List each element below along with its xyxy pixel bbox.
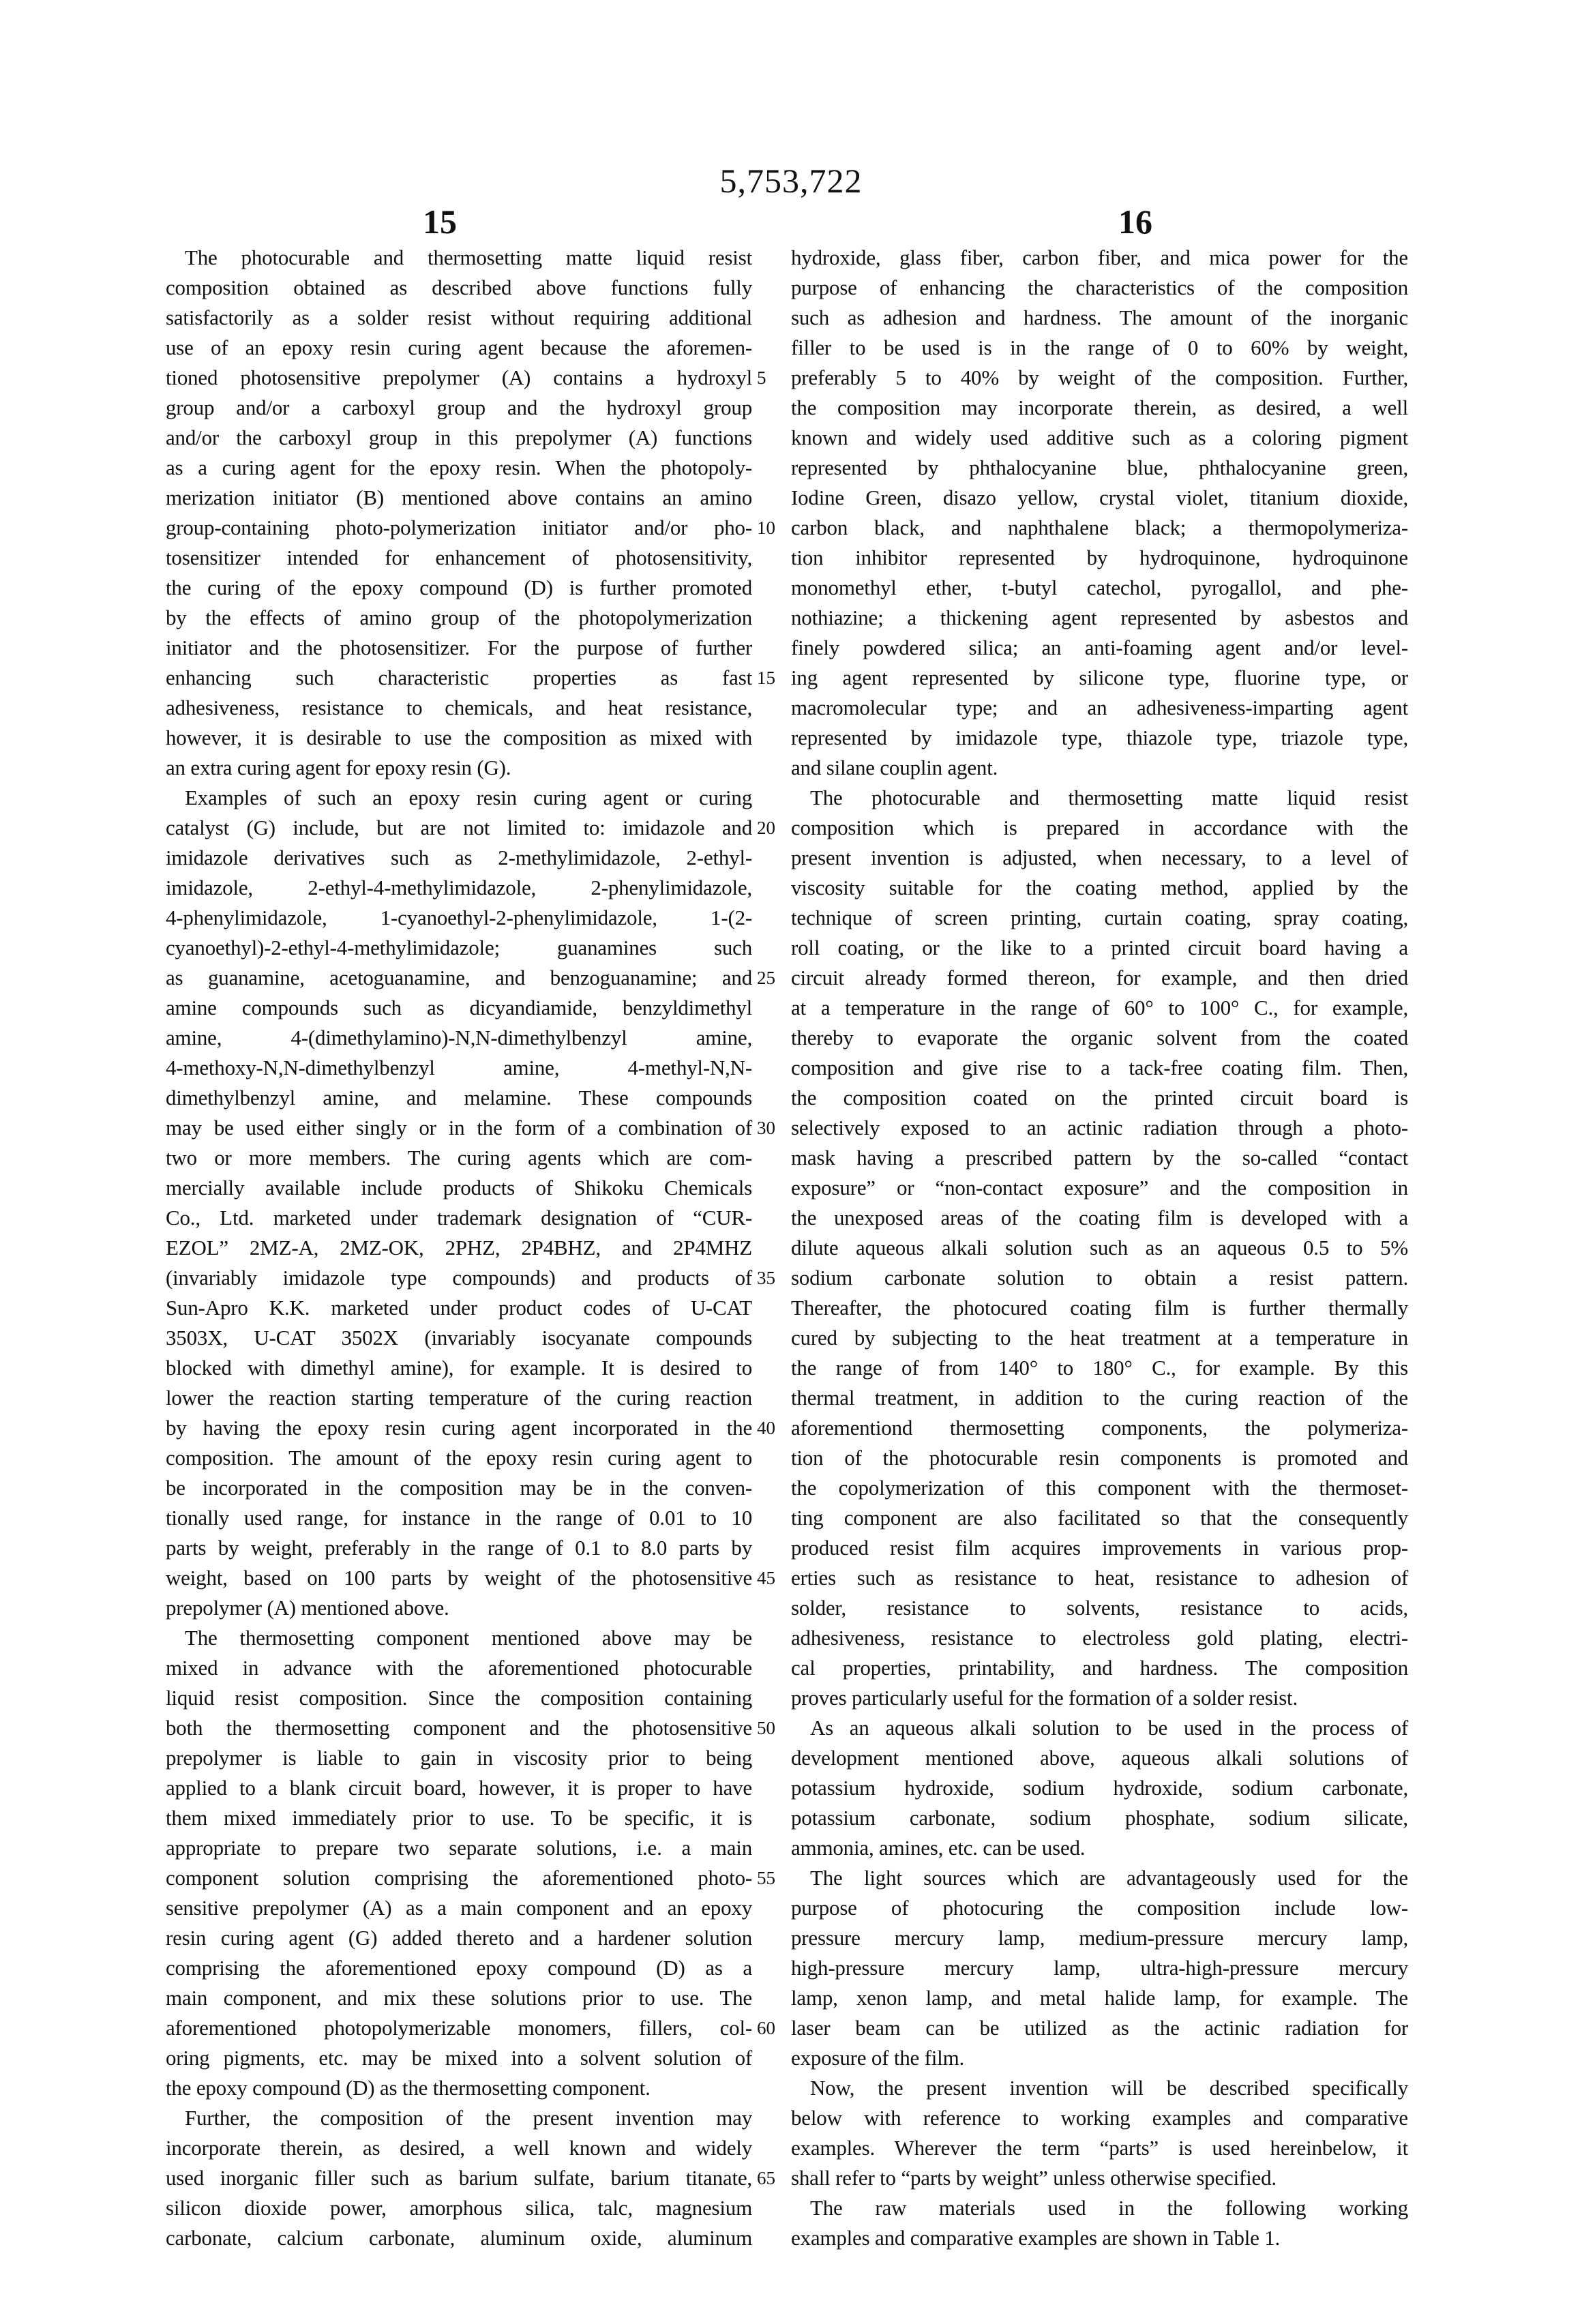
text-line: both the thermosetting component and the photosensitive bbox=[166, 1713, 752, 1743]
text-line: merization initiator (B) mentioned above contains an amino bbox=[166, 483, 752, 513]
text-line: blocked with dimethyl amine), for example. It is desired to bbox=[166, 1353, 752, 1383]
text-line: proves particularly useful for the formation of a solder resist. bbox=[791, 1683, 1408, 1713]
text-line: such as adhesion and hardness. The amount of the inorganic bbox=[791, 303, 1408, 333]
text-line: Further, the composition of the present invention may bbox=[166, 2103, 752, 2133]
text-line: and silane couplin agent. bbox=[791, 753, 1408, 783]
text-line: carbonate, calcium carbonate, aluminum oxide, aluminum bbox=[166, 2223, 752, 2253]
text-line: enhancing such characteristic properties as fast bbox=[166, 663, 752, 693]
text-line: tosensitizer intended for enhancement of photosensitivity, bbox=[166, 543, 752, 573]
text-line: hydroxide, glass fiber, carbon fiber, and mica power for the bbox=[791, 243, 1408, 273]
text-line: amine compounds such as dicyandiamide, benzyldimethyl bbox=[166, 993, 752, 1023]
text-line: finely powdered silica; an anti-foaming agent and/or level- bbox=[791, 633, 1408, 663]
text-line: mixed in advance with the aforementioned photocurable bbox=[166, 1653, 752, 1683]
paragraph bbox=[791, 2193, 1408, 2253]
text-line: tion inhibitor represented by hydroquinone, hydroquinone bbox=[791, 543, 1408, 573]
text-line: below with reference to working examples and comparative bbox=[791, 2103, 1408, 2133]
text-line: Iodine Green, disazo yellow, crystal violet, titanium dioxide, bbox=[791, 483, 1408, 513]
text-line: the epoxy compound (D) as the thermosetting component. bbox=[166, 2073, 752, 2103]
text-line: oring pigments, etc. may be mixed into a solvent solution of bbox=[166, 2043, 752, 2073]
text-line: exposure” or “non-contact exposure” and the composition in bbox=[791, 1173, 1408, 1203]
text-line: imidazole, 2-ethyl-4-methylimidazole, 2-phenylimidazole, bbox=[166, 873, 752, 903]
text-line: laser beam can be utilized as the actinic radiation for bbox=[791, 2013, 1408, 2043]
paragraph bbox=[166, 243, 752, 783]
text-line: shall refer to “parts by weight” unless otherwise specified. bbox=[791, 2163, 1408, 2193]
text-line: lamp, xenon lamp, and metal halide lamp, for example. The bbox=[791, 1983, 1408, 2013]
text-line: composition which is prepared in accordance with the bbox=[791, 813, 1408, 843]
text-line: nothiazine; a thickening agent represented by asbestos and bbox=[791, 603, 1408, 633]
paragraph bbox=[166, 2103, 752, 2253]
left-column bbox=[166, 243, 752, 2253]
text-line: amine, 4-(dimethylamino)-N,N-dimethylbenzyl amine, bbox=[166, 1023, 752, 1053]
text-line: aforementioned photopolymerizable monomers, fillers, col- bbox=[166, 2013, 752, 2043]
page-number-right: 16 bbox=[1118, 202, 1152, 241]
text-line: Now, the present invention will be described specifically bbox=[791, 2073, 1408, 2103]
text-line: macromolecular type; and an adhesiveness-imparting agent bbox=[791, 693, 1408, 723]
text-line: liquid resist composition. Since the composition containing bbox=[166, 1683, 752, 1713]
line-number: 5 bbox=[757, 363, 766, 393]
text-line: resin curing agent (G) added thereto and a hardener solution bbox=[166, 1923, 752, 1953]
text-line: 3503X, U-CAT 3502X (invariably isocyanate compounds bbox=[166, 1323, 752, 1353]
text-line: circuit already formed thereon, for example, and then dried bbox=[791, 963, 1408, 993]
text-line: thermal treatment, in addition to the curing reaction of the bbox=[791, 1383, 1408, 1413]
text-line: the range of from 140° to 180° C., for example. By this bbox=[791, 1353, 1408, 1383]
text-line: lower the reaction starting temperature of the curing reaction bbox=[166, 1383, 752, 1413]
text-line: adhesiveness, resistance to electroless gold plating, electri- bbox=[791, 1623, 1408, 1653]
text-line: selectively exposed to an actinic radiation through a photo- bbox=[791, 1113, 1408, 1143]
text-line: use of an epoxy resin curing agent because the aforemen- bbox=[166, 333, 752, 363]
text-line: examples. Wherever the term “parts” is used hereinbelow, it bbox=[791, 2133, 1408, 2163]
text-line: represented by phthalocyanine blue, phthalocyanine green, bbox=[791, 453, 1408, 483]
text-line: tion of the photocurable resin components is promoted and bbox=[791, 1443, 1408, 1473]
text-line: produced resist film acquires improvements in various prop- bbox=[791, 1533, 1408, 1563]
text-line: dimethylbenzyl amine, and melamine. These compounds bbox=[166, 1083, 752, 1113]
text-line: applied to a blank circuit board, however, it is proper to have bbox=[166, 1773, 752, 1803]
text-line: erties such as resistance to heat, resistance to adhesion of bbox=[791, 1563, 1408, 1593]
paragraph bbox=[166, 783, 752, 1623]
text-line: group-containing photo-polymerization initiator and/or pho- bbox=[166, 513, 752, 543]
text-line: adhesiveness, resistance to chemicals, and heat resistance, bbox=[166, 693, 752, 723]
text-line: thereby to evaporate the organic solvent from the coated bbox=[791, 1023, 1408, 1053]
text-line: dilute aqueous alkali solution such as an aqueous 0.5 to 5% bbox=[791, 1233, 1408, 1263]
text-line: monomethyl ether, t-butyl catechol, pyrogallol, and phe- bbox=[791, 573, 1408, 603]
right-column bbox=[791, 243, 1408, 2253]
paragraph bbox=[791, 243, 1408, 783]
text-line: As an aqueous alkali solution to be used in the process of bbox=[791, 1713, 1408, 1743]
text-line: carbon black, and naphthalene black; a thermopolymeriza- bbox=[791, 513, 1408, 543]
line-number: 15 bbox=[757, 663, 775, 693]
text-line: The light sources which are advantageously used for the bbox=[791, 1863, 1408, 1893]
text-line: pressure mercury lamp, medium-pressure mercury lamp, bbox=[791, 1923, 1408, 1953]
paragraph bbox=[791, 783, 1408, 1713]
text-line: (invariably imidazole type compounds) and products of bbox=[166, 1263, 752, 1293]
text-line: incorporate therein, as desired, a well known and widely bbox=[166, 2133, 752, 2163]
text-line: by the effects of amino group of the photopolymerization bbox=[166, 603, 752, 633]
text-line: present invention is adjusted, when necessary, to a level of bbox=[791, 843, 1408, 873]
text-line: Sun-Apro K.K. marketed under product codes of U-CAT bbox=[166, 1293, 752, 1323]
text-line: at a temperature in the range of 60° to 100° C., for example, bbox=[791, 993, 1408, 1023]
text-line: the unexposed areas of the coating film is developed with a bbox=[791, 1203, 1408, 1233]
text-line: preferably 5 to 40% by weight of the composition. Further, bbox=[791, 363, 1408, 393]
text-line: examples and comparative examples are shown in Table 1. bbox=[791, 2223, 1408, 2253]
text-line: group and/or a carboxyl group and the hydroxyl group bbox=[166, 393, 752, 423]
text-line: The raw materials used in the following working bbox=[791, 2193, 1408, 2223]
line-number: 30 bbox=[757, 1113, 775, 1143]
text-line: the composition may incorporate therein, as desired, a well bbox=[791, 393, 1408, 423]
line-number: 35 bbox=[757, 1263, 775, 1293]
text-line: used inorganic filler such as barium sulfate, barium titanate, bbox=[166, 2163, 752, 2193]
text-line: the copolymerization of this component with the thermoset- bbox=[791, 1473, 1408, 1503]
text-line: exposure of the film. bbox=[791, 2043, 1408, 2073]
text-line: sensitive prepolymer (A) as a main component and an epoxy bbox=[166, 1893, 752, 1923]
text-line: two or more members. The curing agents which are com- bbox=[166, 1143, 752, 1173]
line-number: 45 bbox=[757, 1563, 775, 1593]
text-line: by having the epoxy resin curing agent incorporated in the bbox=[166, 1413, 752, 1443]
text-line: ammonia, amines, etc. can be used. bbox=[791, 1833, 1408, 1863]
text-line: development mentioned above, aqueous alkali solutions of bbox=[791, 1743, 1408, 1773]
text-line: may be used either singly or in the form of a combination of bbox=[166, 1113, 752, 1143]
text-line: potassium carbonate, sodium phosphate, sodium silicate, bbox=[791, 1803, 1408, 1833]
text-line: potassium hydroxide, sodium hydroxide, sodium carbonate, bbox=[791, 1773, 1408, 1803]
text-line: EZOL” 2MZ-A, 2MZ-OK, 2PHZ, 2P4BHZ, and 2P4MHZ bbox=[166, 1233, 752, 1263]
line-number: 55 bbox=[757, 1863, 775, 1893]
text-line: parts by weight, preferably in the range of 0.1 to 8.0 parts by bbox=[166, 1533, 752, 1563]
text-line: The photocurable and thermosetting matte liquid resist bbox=[166, 243, 752, 273]
text-line: the curing of the epoxy compound (D) is further promoted bbox=[166, 573, 752, 603]
text-line: main component, and mix these solutions prior to use. The bbox=[166, 1983, 752, 2013]
text-line: initiator and the photosensitizer. For the purpose of further bbox=[166, 633, 752, 663]
line-number: 10 bbox=[757, 513, 775, 543]
text-line: solder, resistance to solvents, resistance to acids, bbox=[791, 1593, 1408, 1623]
text-line: purpose of photocuring the composition include low- bbox=[791, 1893, 1408, 1923]
text-line: viscosity suitable for the coating method, applied by the bbox=[791, 873, 1408, 903]
text-line: prepolymer is liable to gain in viscosity prior to being bbox=[166, 1743, 752, 1773]
text-line: imidazole derivatives such as 2-methylimidazole, 2-ethyl- bbox=[166, 843, 752, 873]
page-number-left: 15 bbox=[423, 202, 457, 241]
text-line: however, it is desirable to use the composition as mixed with bbox=[166, 723, 752, 753]
text-line: Thereafter, the photocured coating film is further thermally bbox=[791, 1293, 1408, 1323]
text-line: the composition coated on the printed circuit board is bbox=[791, 1083, 1408, 1113]
line-number: 50 bbox=[757, 1713, 775, 1743]
text-line: technique of screen printing, curtain coating, spray coating, bbox=[791, 903, 1408, 933]
text-line: cured by subjecting to the heat treatment at a temperature in bbox=[791, 1323, 1408, 1353]
patent-number: 5,753,722 bbox=[0, 161, 1582, 200]
line-number: 40 bbox=[757, 1413, 775, 1443]
text-line: 4-methoxy-N,N-dimethylbenzyl amine, 4-methyl-N,N- bbox=[166, 1053, 752, 1083]
text-line: prepolymer (A) mentioned above. bbox=[166, 1593, 752, 1623]
text-line: appropriate to prepare two separate solutions, i.e. a main bbox=[166, 1833, 752, 1863]
paragraph bbox=[791, 1713, 1408, 1863]
line-number: 25 bbox=[757, 963, 775, 993]
text-line: aforementiond thermosetting components, the polymeriza- bbox=[791, 1413, 1408, 1443]
text-line: be incorporated in the composition may be in the conven- bbox=[166, 1473, 752, 1503]
text-line: catalyst (G) include, but are not limited to: imidazole and bbox=[166, 813, 752, 843]
text-line: roll coating, or the like to a printed circuit board having a bbox=[791, 933, 1408, 963]
paragraph bbox=[791, 1863, 1408, 2073]
text-line: mask having a prescribed pattern by the so-called “contact bbox=[791, 1143, 1408, 1173]
text-line: ting component are also facilitated so that the consequently bbox=[791, 1503, 1408, 1533]
text-line: satisfactorily as a solder resist without requiring additional bbox=[166, 303, 752, 333]
text-line: as a curing agent for the epoxy resin. When the photopoly- bbox=[166, 453, 752, 483]
text-line: ing agent represented by silicone type, fluorine type, or bbox=[791, 663, 1408, 693]
text-line: component solution comprising the aforementioned photo- bbox=[166, 1863, 752, 1893]
text-line: weight, based on 100 parts by weight of the photosensitive bbox=[166, 1563, 752, 1593]
text-line: as guanamine, acetoguanamine, and benzoguanamine; and bbox=[166, 963, 752, 993]
line-number: 60 bbox=[757, 2013, 775, 2043]
text-line: 4-phenylimidazole, 1-cyanoethyl-2-phenylimidazole, 1-(2- bbox=[166, 903, 752, 933]
text-line: The thermosetting component mentioned above may be bbox=[166, 1623, 752, 1653]
text-line: Co., Ltd. marketed under trademark designation of “CUR- bbox=[166, 1203, 752, 1233]
text-line: composition obtained as described above functions fully bbox=[166, 273, 752, 303]
text-line: The photocurable and thermosetting matte liquid resist bbox=[791, 783, 1408, 813]
text-line: known and widely used additive such as a coloring pigment bbox=[791, 423, 1408, 453]
text-line: silicon dioxide power, amorphous silica, talc, magnesium bbox=[166, 2193, 752, 2223]
text-line: Examples of such an epoxy resin curing agent or curing bbox=[166, 783, 752, 813]
text-line: purpose of enhancing the characteristics of the composition bbox=[791, 273, 1408, 303]
paragraph bbox=[166, 1623, 752, 2103]
text-line: cal properties, printability, and hardness. The composition bbox=[791, 1653, 1408, 1683]
text-line: comprising the aforementioned epoxy compound (D) as a bbox=[166, 1953, 752, 1983]
text-line: high-pressure mercury lamp, ultra-high-pressure mercury bbox=[791, 1953, 1408, 1983]
text-line: an extra curing agent for epoxy resin (G). bbox=[166, 753, 752, 783]
text-line: mercially available include products of Shikoku Chemicals bbox=[166, 1173, 752, 1203]
text-line: composition and give rise to a tack-free coating film. Then, bbox=[791, 1053, 1408, 1083]
text-line: them mixed immediately prior to use. To be specific, it is bbox=[166, 1803, 752, 1833]
text-line: filler to be used is in the range of 0 to 60% by weight, bbox=[791, 333, 1408, 363]
text-line: sodium carbonate solution to obtain a resist pattern. bbox=[791, 1263, 1408, 1293]
line-number: 65 bbox=[757, 2163, 775, 2193]
text-line: represented by imidazole type, thiazole type, triazole type, bbox=[791, 723, 1408, 753]
text-line: and/or the carboxyl group in this prepolymer (A) functions bbox=[166, 423, 752, 453]
text-line: cyanoethyl)-2-ethyl-4-methylimidazole; guanamines such bbox=[166, 933, 752, 963]
text-line: tionally used range, for instance in the range of 0.01 to 10 bbox=[166, 1503, 752, 1533]
line-number: 20 bbox=[757, 813, 775, 843]
text-line: tioned photosensitive prepolymer (A) contains a hydroxyl bbox=[166, 363, 752, 393]
paragraph bbox=[791, 2073, 1408, 2193]
text-line: composition. The amount of the epoxy resin curing agent to bbox=[166, 1443, 752, 1473]
